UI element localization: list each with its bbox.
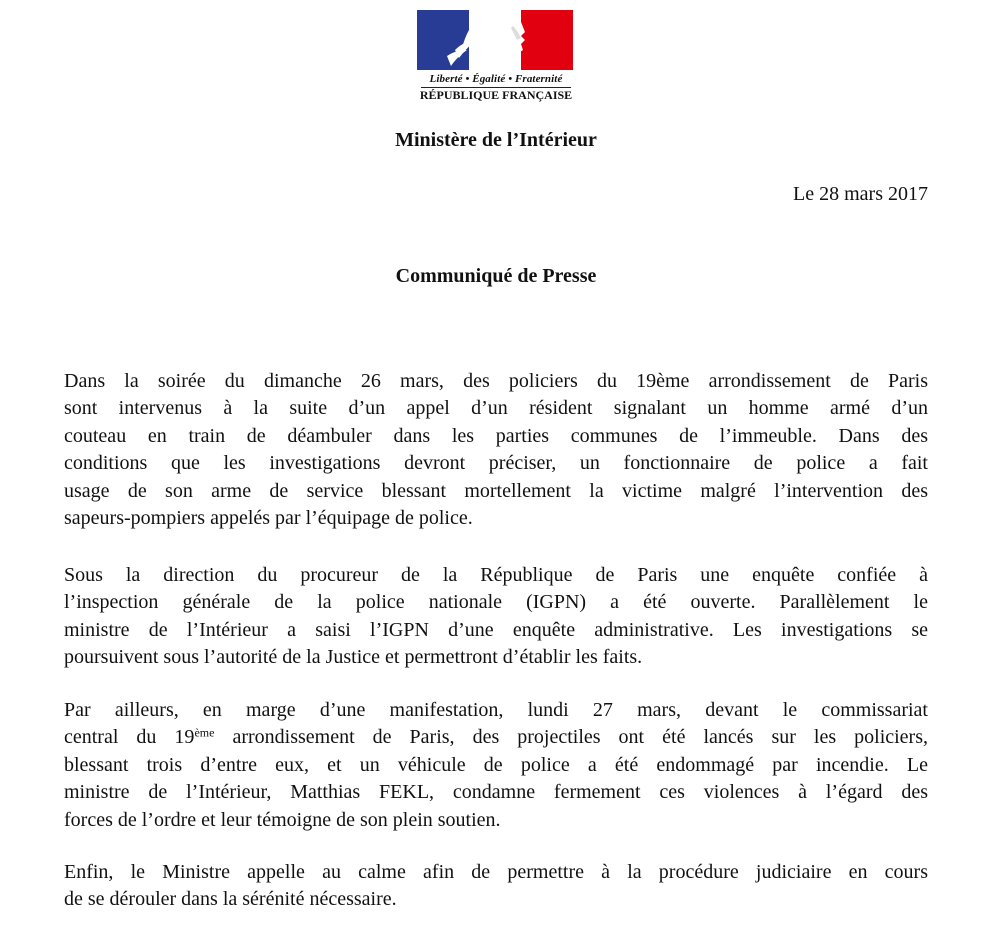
tricolor-flag-icon <box>417 10 573 70</box>
paragraph-line-start: central du 19 <box>64 726 195 749</box>
paragraph-line: sont intervenus à la suite d’un appel d’un résident signalant un homme armé d’un <box>64 397 928 420</box>
paragraph-line: Enfin, le Ministre appelle au calme afin de permettre à la procédure judiciaire en cours <box>64 861 928 883</box>
document-type-title: Communiqué de Presse <box>395 265 597 287</box>
paragraph-line: l’inspection générale de la police nationale (IGPN) a été ouverte. Parallèlement le <box>64 591 928 614</box>
paragraph-line: Sous la direction du procureur de la République de Paris une enquête confiée à <box>64 564 928 586</box>
paragraph-line: blessant trois d’entre eux, et un véhicule de police a été endommagé par incendie. Le <box>64 753 928 776</box>
paragraph-line: forces de l’ordre et leur témoigne de son plein soutien. <box>64 808 501 831</box>
marianne-logo <box>415 8 577 108</box>
paragraph-line: ministre de l’Intérieur a saisi l’IGPN d’une enquête administrative. Les investigations se <box>64 618 928 641</box>
paragraph-line: poursuivent sous l’autorité de la Justice et permettront d’établir les faits. <box>64 646 643 669</box>
paragraph-line: Par ailleurs, en marge d’une manifestation, lundi 27 mars, devant le commissariat <box>64 699 928 721</box>
paragraph-line: conditions que les investigations devront préciser, un fonctionnaire de police a fait <box>64 452 928 475</box>
paragraph-line: sapeurs-pompiers appelés par l’équipage de police. <box>64 506 473 529</box>
paragraph-line: usage de son arme de service blessant mortellement la victime malgré l’intervention des <box>64 479 928 502</box>
ministry-title: Ministère de l’Intérieur <box>395 129 597 151</box>
paragraph-line: de se dérouler dans la sérénité nécessaire. <box>64 888 397 911</box>
paragraph-4 <box>64 859 928 914</box>
republic-motto: Liberté • Égalité • Fraternité <box>429 73 563 85</box>
paragraph-line: couteau en train de déambuler dans les parties communes de l’immeuble. Dans des <box>64 424 928 447</box>
superscript-suffix: ème <box>194 725 215 740</box>
release-date: Le 28 mars 2017 <box>793 183 928 205</box>
paragraph-1 <box>64 368 928 532</box>
paragraph-line <box>64 724 928 751</box>
paragraph-line: Dans la soirée du dimanche 26 mars, des policiers du 19ème arrondissement de Paris <box>64 370 928 392</box>
paragraph-3 <box>64 697 928 834</box>
paragraph-line: ministre de l’Intérieur, Matthias FEKL, condamne fermement ces violences à l’égard des <box>64 781 928 804</box>
paragraph-2 <box>64 562 928 672</box>
republic-name: RÉPUBLIQUE FRANÇAISE <box>419 88 573 102</box>
paragraph-line-end: arrondissement de Paris, des projectiles ont été lancés sur les policiers, <box>214 726 928 749</box>
